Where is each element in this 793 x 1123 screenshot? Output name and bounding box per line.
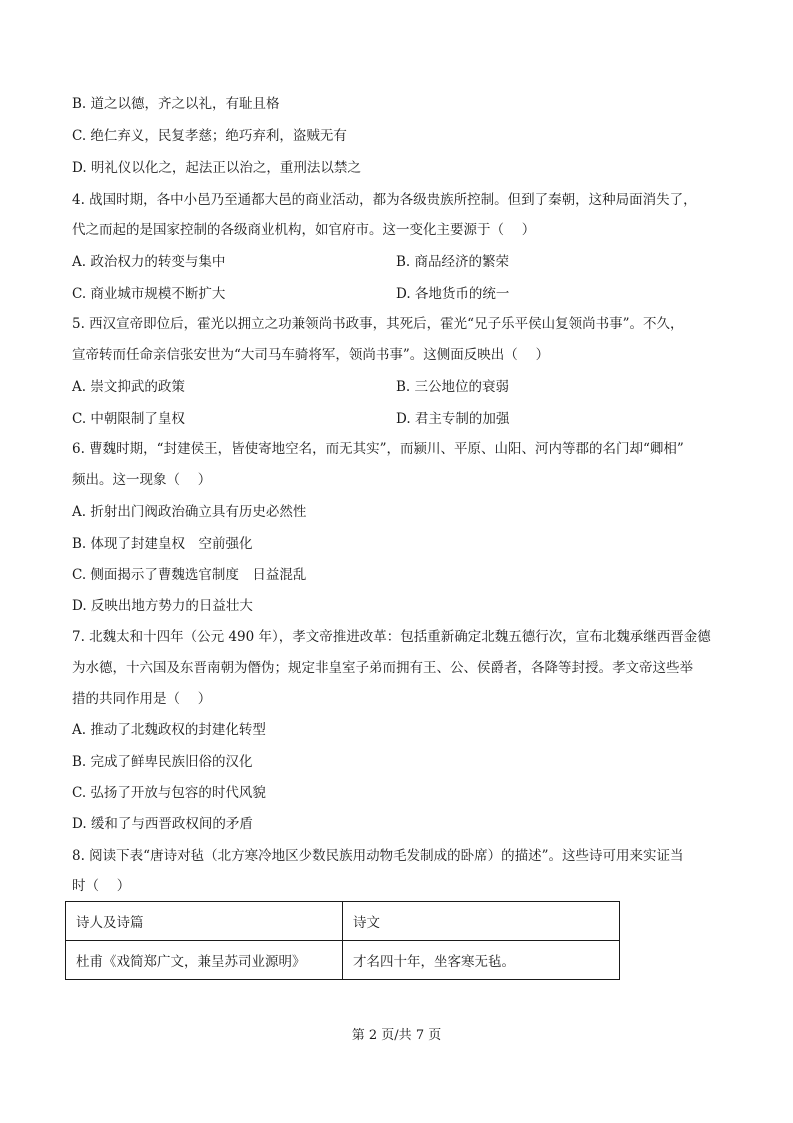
q7-stem-line-2: 为水德，十六国及东晋南朝为僭伪；规定非皇室子弟而拥有王、公、侯爵者，各降等封授。孝文帝这些举: [72, 660, 693, 676]
table-cell: 杜甫《戏简郑广文，兼呈苏司业源明》: [66, 941, 343, 980]
table-cell: 才名四十年，坐客寒无毡。: [343, 941, 620, 980]
q6-stem-line-1: 6. 曹魏时期，“封建侯王，皆使寄地空名，而无其实”，而颍川、平原、山阳、河内等郡的名门却“卿相”: [72, 441, 684, 457]
q8-stem-line-2: 时（ ）: [72, 878, 131, 894]
q7-option-d: D. 缓和了与西晋政权间的矛盾: [72, 816, 253, 832]
page-footer: 第 2 页/共 7 页: [351, 1028, 442, 1043]
q4-stem-line-1: 4. 战国时期，各中小邑乃至通都大邑的商业活动，都为各级贵族所控制。但到了秦朝，这种局面消失了，: [72, 192, 697, 208]
q5-option-a: A. 崇文抑武的政策: [72, 379, 185, 395]
q5-stem-line-2: 宣帝转而任命亲信张安世为“大司马车骑将军，领尚书事”。这侧面反映出（ ）: [72, 347, 550, 363]
q4-stem-line-2: 代之而起的是国家控制的各级商业机构，如官府市。这一变化主要源于（ ）: [72, 222, 536, 238]
q7-option-b: B. 完成了鲜卑民族旧俗的汉化: [72, 754, 253, 770]
table-header-cell: 诗文: [343, 902, 620, 941]
table-header-cell: 诗人及诗篇: [66, 902, 343, 941]
q3-option-d: D. 明礼仪以化之，起法正以治之，重刑法以禁之: [72, 160, 361, 176]
q4-option-b: B. 商品经济的繁荣: [396, 254, 510, 270]
q6-stem-line-2: 频出。这一现象（ ）: [72, 472, 212, 488]
q7-option-a: A. 推动了北魏政权的封建化转型: [72, 722, 266, 738]
q3-option-b: B. 道之以德，齐之以礼，有耻且格: [72, 96, 280, 112]
q4-option-d: D. 各地货币的统一: [396, 286, 510, 302]
q5-option-b: B. 三公地位的衰弱: [396, 379, 510, 395]
q7-option-c: C. 弘扬了开放与包容的时代风貌: [72, 785, 266, 801]
poem-table: [65, 901, 620, 980]
q6-option-b: B. 体现了封建皇权 空前强化: [72, 536, 253, 552]
q8-stem-line-1: 8. 阅读下表“唐诗对毡（北方寒冷地区少数民族用动物毛发制成的卧席）的描述”。这些诗可用来实证当: [72, 848, 684, 864]
q5-option-d: D. 君主专制的加强: [396, 411, 510, 427]
q6-option-c: C. 侧面揭示了曹魏选官制度 日益混乱: [72, 567, 307, 583]
table-header-row: [66, 902, 620, 941]
q7-stem-line-3: 措的共同作用是（ ）: [72, 691, 212, 707]
q6-option-d: D. 反映出地方势力的日益壮大: [72, 598, 253, 614]
q6-option-a: A. 折射出门阀政治确立具有历史必然性: [72, 504, 307, 520]
q4-option-c: C. 商业城市规模不断扩大: [72, 286, 226, 302]
q5-option-c: C. 中朝限制了皇权: [72, 411, 185, 427]
q3-option-c: C. 绝仁弃义，民复孝慈；绝巧弃利，盗贼无有: [72, 128, 347, 144]
table-row: [66, 941, 620, 980]
q7-stem-line-1: 7. 北魏太和十四年（公元 490 年），孝文帝推进改革：包括重新确定北魏五德行次，宣布北魏承继西晋金德: [72, 629, 711, 645]
q5-stem-line-1: 5. 西汉宣帝即位后，霍光以拥立之功兼领尚书政事，其死后，霍光“兄子乐平侯山复领尚书事”。不久，: [72, 316, 684, 332]
q4-option-a: A. 政治权力的转变与集中: [72, 254, 226, 270]
